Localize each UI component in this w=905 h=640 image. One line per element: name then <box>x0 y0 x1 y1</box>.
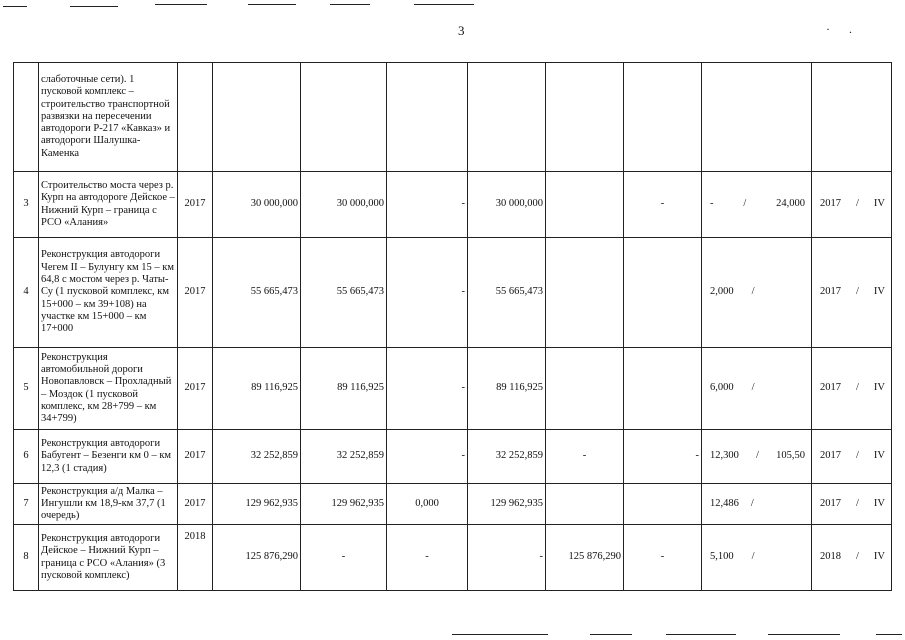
deadline-quarter: IV <box>873 450 885 462</box>
cost-cell: 55 665,473 <box>301 238 387 348</box>
deadline-year: 2017 <box>820 382 841 394</box>
project-name: Реконструкция автодороги Дейское – Нижний Курп – граница с РСО «Алания» (3 пусковой комплекс) <box>39 525 178 591</box>
deadline-cell <box>812 348 892 430</box>
scan-artifact-line <box>452 634 548 635</box>
cost-cell: - <box>624 430 702 484</box>
capacity-cell <box>702 430 812 484</box>
deadline-quarter: IV <box>873 497 885 509</box>
cost-cell <box>387 63 468 172</box>
deadline-separator: / <box>855 286 859 298</box>
year-cell: 2017 <box>178 348 213 430</box>
deadline-year: 2017 <box>820 198 841 210</box>
cost-cell <box>546 63 624 172</box>
deadline-cell <box>812 430 892 484</box>
year-cell <box>178 63 213 172</box>
cost-cell: - <box>301 525 387 591</box>
capacity-cell <box>702 63 812 172</box>
deadline-quarter: IV <box>873 382 885 394</box>
scan-artifact-line <box>155 4 207 5</box>
project-name: Реконструкция автодороги Бабугент – Безенги км 0 – км 12,3 (1 стадия) <box>39 430 178 484</box>
table-row <box>14 484 892 525</box>
project-name: слаботочные сети). 1 пусковой комплекс – строительство транспортной развязки на пересечении автодороги Р-217 «Кавказ» и автодороги Шалушка-Каменка <box>39 63 178 172</box>
capacity-value: 2,000 <box>710 286 734 298</box>
capacity-value-2: 24,000 <box>776 198 805 210</box>
deadline-cell <box>812 63 892 172</box>
capacity-separator: / <box>756 450 759 462</box>
cost-cell <box>624 238 702 348</box>
cost-cell: 32 252,859 <box>301 430 387 484</box>
year-cell: 2017 <box>178 238 213 348</box>
scan-artifact-line <box>590 634 632 635</box>
year-cell: 2017 <box>178 484 213 525</box>
deadline-year: 2018 <box>820 551 841 563</box>
table-row <box>14 348 892 430</box>
total-cost-cell: 89 116,925 <box>213 348 301 430</box>
cost-cell: 30 000,000 <box>301 172 387 238</box>
capacity-value: 5,100 <box>710 551 734 563</box>
cost-cell <box>624 63 702 172</box>
capacity-value: - <box>710 198 714 210</box>
deadline-quarter: IV <box>873 286 885 298</box>
cost-cell: - <box>546 430 624 484</box>
cost-cell: 129 962,935 <box>301 484 387 525</box>
deadline-separator: / <box>855 198 859 210</box>
corner-marks: · . <box>826 22 860 36</box>
cost-cell: - <box>468 525 546 591</box>
row-number: 4 <box>14 238 39 348</box>
row-number: 3 <box>14 172 39 238</box>
capacity-separator: / <box>751 382 755 394</box>
cost-cell: - <box>387 525 468 591</box>
deadline-year: 2017 <box>820 286 841 298</box>
deadline-separator: / <box>855 450 859 462</box>
cost-cell: 129 962,935 <box>468 484 546 525</box>
cost-cell <box>546 484 624 525</box>
deadline-cell <box>812 172 892 238</box>
total-cost-cell: 55 665,473 <box>213 238 301 348</box>
capacity-separator: / <box>750 497 754 509</box>
project-name: Реконструкция автодороги Чегем II – Булунгу км 15 – км 64,8 с мостом через р. Чаты-Су (1 пусковой комплекс, км 15+000 – км 39+108) на участке км 15+000 – км 17+000 <box>39 238 178 348</box>
capacity-separator: / <box>743 198 747 210</box>
row-number: 8 <box>14 525 39 591</box>
capacity-cell <box>702 348 812 430</box>
cost-cell: 89 116,925 <box>301 348 387 430</box>
row-number: 5 <box>14 348 39 430</box>
cost-cell: - <box>387 348 468 430</box>
capacity-cell <box>702 484 812 525</box>
capacity-value-2: 105,50 <box>776 450 805 462</box>
capacity-value: 6,000 <box>710 382 734 394</box>
project-name: Реконструкция а/д Малка – Ингушли км 18,9-км 37,7 (1 очередь) <box>39 484 178 525</box>
deadline-separator: / <box>855 551 859 563</box>
table-row <box>14 525 892 591</box>
cost-cell <box>546 348 624 430</box>
capacity-separator: / <box>751 286 755 298</box>
capacity-cell <box>702 172 812 238</box>
deadline-quarter: IV <box>873 551 885 563</box>
deadline-quarter: IV <box>873 198 885 210</box>
cost-cell: 55 665,473 <box>468 238 546 348</box>
row-number <box>14 63 39 172</box>
cost-cell: 0,000 <box>387 484 468 525</box>
cost-cell: 125 876,290 <box>546 525 624 591</box>
row-number: 7 <box>14 484 39 525</box>
deadline-cell <box>812 525 892 591</box>
cost-cell: - <box>387 430 468 484</box>
table-row <box>14 238 892 348</box>
cost-cell: - <box>387 172 468 238</box>
table-row <box>14 430 892 484</box>
deadline-cell <box>812 484 892 525</box>
year-cell: 2018 <box>178 525 213 591</box>
scan-artifact-line <box>3 6 27 7</box>
year-cell: 2017 <box>178 172 213 238</box>
project-table <box>13 62 892 591</box>
cost-cell <box>301 63 387 172</box>
deadline-cell <box>812 238 892 348</box>
scan-artifact-line <box>248 4 296 5</box>
cost-cell <box>546 238 624 348</box>
scan-artifact-line <box>876 634 902 635</box>
project-name: Реконструкция автомобильной дороги Новопавловск – Прохладный – Моздок (1 пусковой комплекс, км 28+799 – км 34+799) <box>39 348 178 430</box>
cost-cell: 30 000,000 <box>468 172 546 238</box>
cost-cell <box>468 63 546 172</box>
cost-cell: - <box>624 525 702 591</box>
capacity-value: 12,300 <box>710 450 739 462</box>
capacity-separator: / <box>751 551 755 563</box>
table-row <box>14 63 892 172</box>
scan-artifact-line <box>768 634 840 635</box>
cost-cell <box>624 484 702 525</box>
year-cell: 2017 <box>178 430 213 484</box>
scan-artifact-line <box>666 634 736 635</box>
scan-artifact-line <box>70 6 118 7</box>
cost-cell: - <box>387 238 468 348</box>
total-cost-cell: 30 000,000 <box>213 172 301 238</box>
deadline-separator: / <box>855 497 859 509</box>
scan-artifact-line <box>414 4 474 5</box>
deadline-year: 2017 <box>820 450 841 462</box>
row-number: 6 <box>14 430 39 484</box>
cost-cell <box>546 172 624 238</box>
cost-cell: 89 116,925 <box>468 348 546 430</box>
capacity-cell <box>702 238 812 348</box>
total-cost-cell <box>213 63 301 172</box>
page-number: 3 <box>458 23 465 38</box>
deadline-separator: / <box>855 382 859 394</box>
total-cost-cell: 125 876,290 <box>213 525 301 591</box>
deadline-year: 2017 <box>820 497 841 509</box>
table-row <box>14 172 892 238</box>
capacity-cell <box>702 525 812 591</box>
capacity-value: 12,486 <box>710 497 739 509</box>
project-name: Строительство моста через р. Курп на автодороге Дейское – Нижний Курп – граница с РСО «Алания» <box>39 172 178 238</box>
cost-cell: 32 252,859 <box>468 430 546 484</box>
scan-artifact-line <box>330 4 370 5</box>
cost-cell <box>624 348 702 430</box>
cost-cell: - <box>624 172 702 238</box>
total-cost-cell: 32 252,859 <box>213 430 301 484</box>
total-cost-cell: 129 962,935 <box>213 484 301 525</box>
